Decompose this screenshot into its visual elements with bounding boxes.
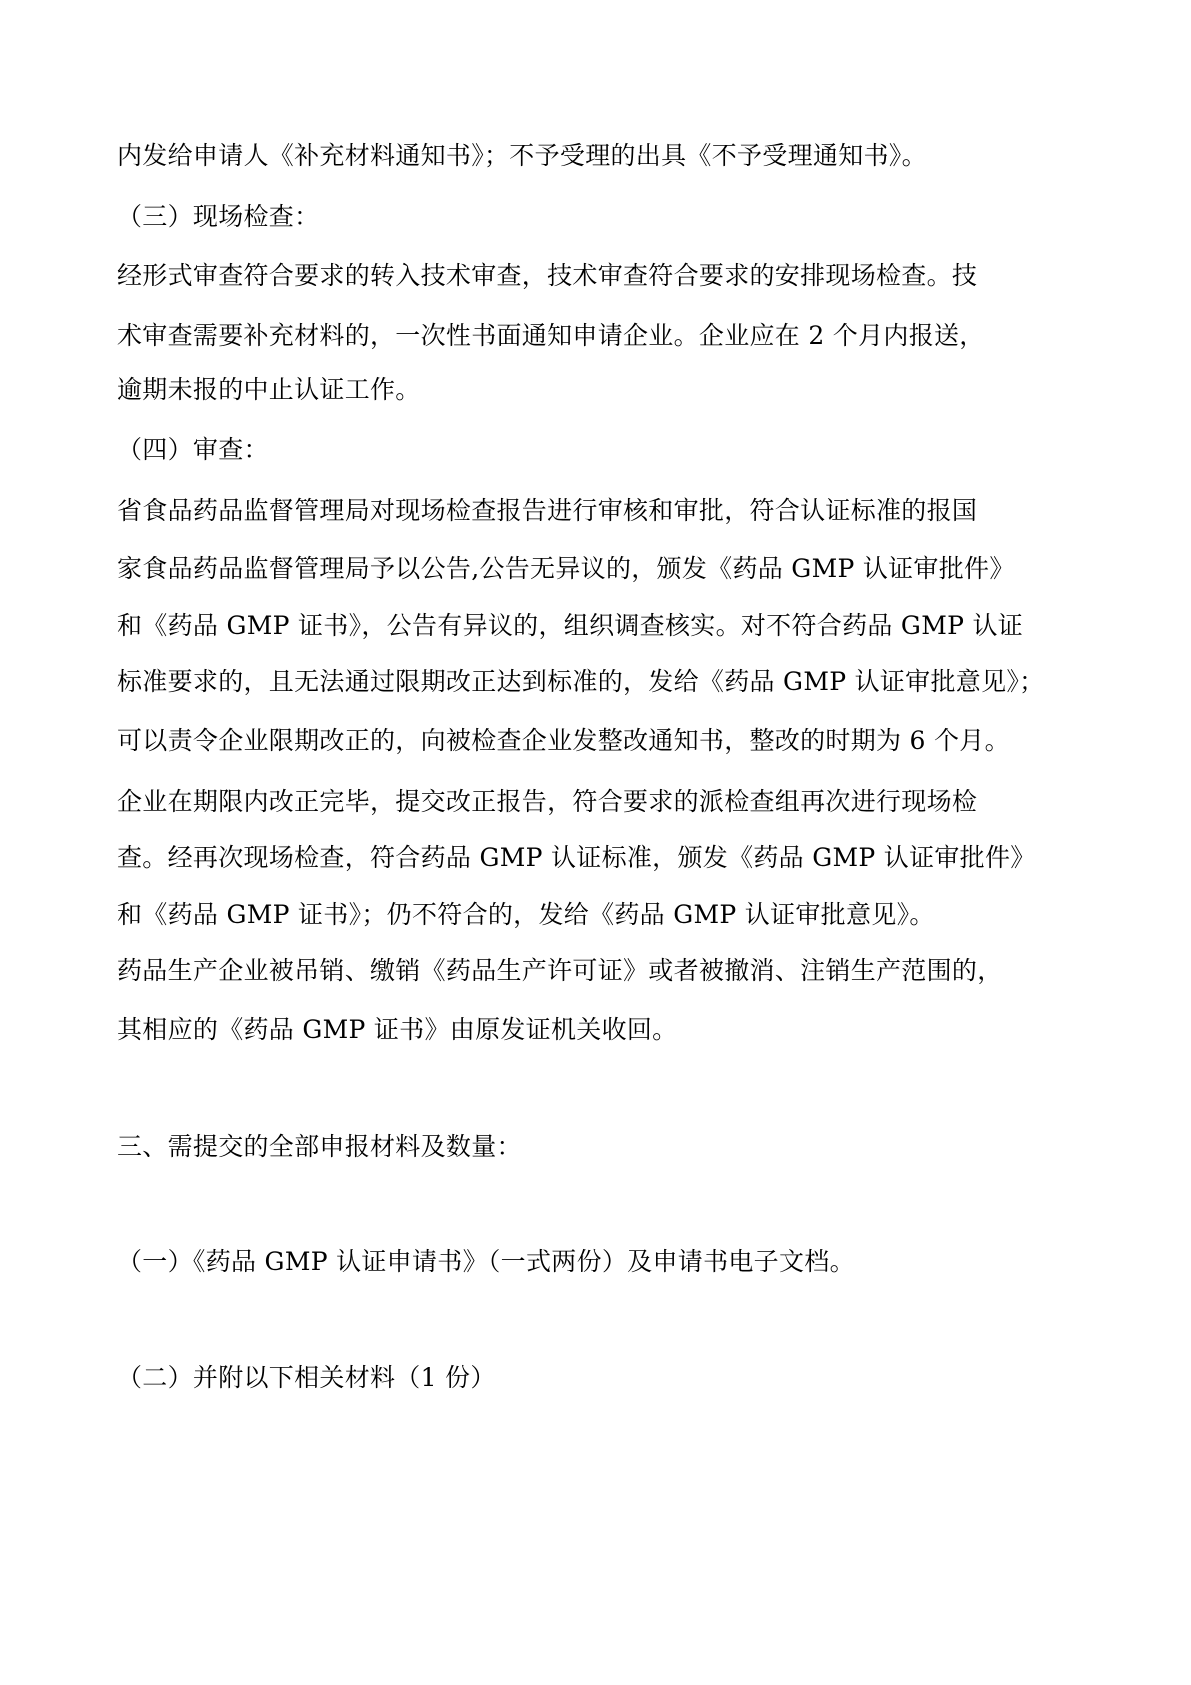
section-heading-materials: 三、需提交的全部申报材料及数量： (117, 1132, 522, 1161)
text-line-15: 药品生产企业被吊销、缴销《药品生产许可证》或者被撤消、注销生产范围的， (117, 956, 1003, 985)
text-line-16: 其相应的《药品 GMP 证书》由原发证机关收回。 (117, 1015, 678, 1044)
section-heading-review: （四）审查： (117, 435, 269, 464)
text-line-11: 可以责令企业限期改正的，向被检查企业发整改通知书，整改的时期为 6 个月。 (117, 726, 1010, 755)
text-line-5: 逾期未报的中止认证工作。 (117, 375, 421, 404)
text-line-8: 家食品药品监督管理局予以公告,公告无异议的，颁发《药品 GMP 认证审批件》 (117, 554, 1015, 583)
section-heading-inspection: （三）现场检查： (117, 202, 320, 231)
text-line-14: 和《药品 GMP 证书》；仍不符合的，发给《药品 GMP 认证审批意见》。 (117, 900, 935, 929)
text-line-12: 企业在期限内改正完毕，提交改正报告，符合要求的派检查组再次进行现场检 (117, 787, 978, 816)
materials-item-1: （一）《药品 GMP 认证申请书》（一式两份）及申请书电子文档。 (117, 1247, 855, 1276)
text-line-1: 内发给申请人《补充材料通知书》；不予受理的出具《不予受理通知书》。 (117, 141, 927, 170)
text-line-9: 和《药品 GMP 证书》，公告有异议的，组织调查核实。对不符合药品 GMP 认证 (117, 611, 1024, 640)
text-line-4: 术审查需要补充材料的，一次性书面通知申请企业。企业应在 2 个月内报送， (117, 321, 985, 350)
text-line-10: 标准要求的，且无法通过限期改正达到标准的，发给《药品 GMP 认证审批意见》； (117, 667, 1045, 696)
text-line-7: 省食品药品监督管理局对现场检查报告进行审核和审批，符合认证标准的报国 (117, 496, 978, 525)
text-line-3: 经形式审查符合要求的转入技术审查，技术审查符合要求的安排现场检查。技 (117, 261, 978, 290)
text-line-13: 查。经再次现场检查，符合药品 GMP 认证标准，颁发《药品 GMP 认证审批件》 (117, 843, 1036, 872)
materials-item-2: （二）并附以下相关材料（1 份） (117, 1363, 496, 1392)
